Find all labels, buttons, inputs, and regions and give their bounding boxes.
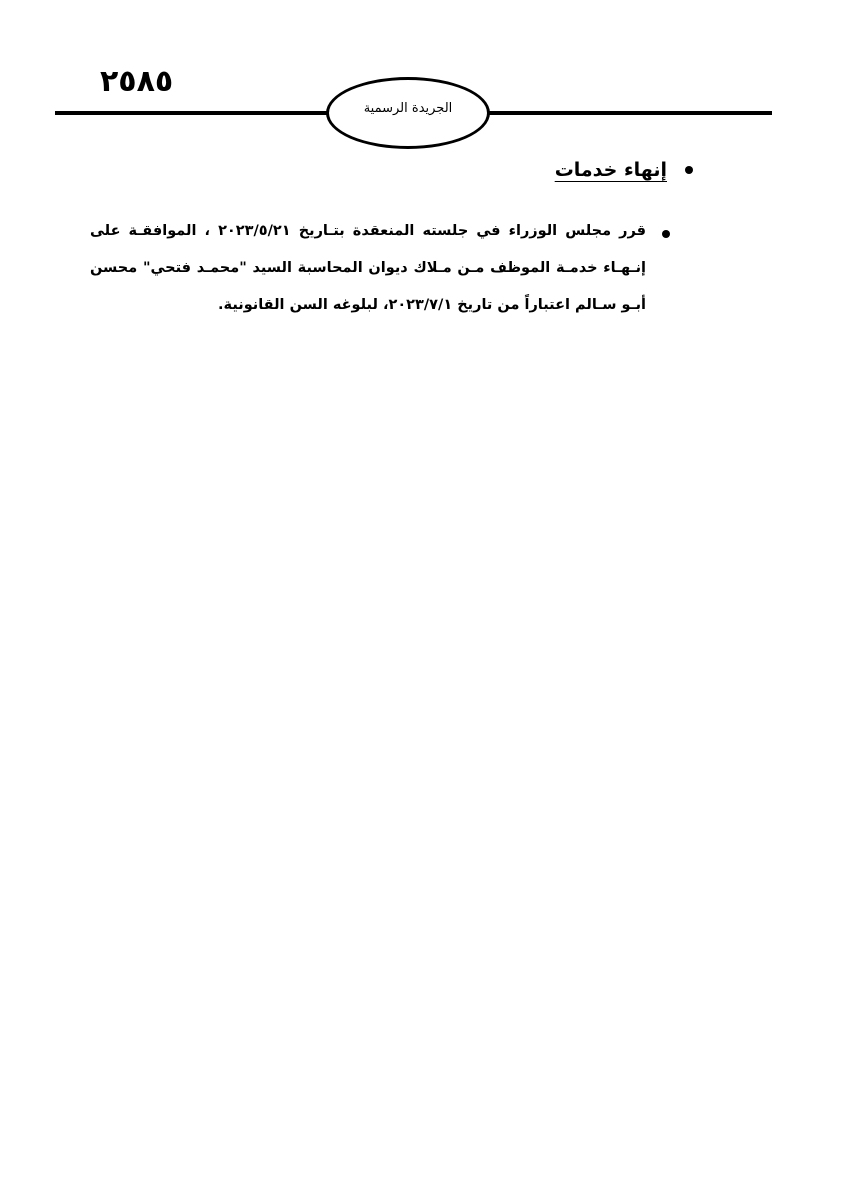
bullet-icon <box>685 166 693 174</box>
gazette-title-oval <box>326 77 490 149</box>
gazette-title: الجريدة الرسمية <box>363 100 453 116</box>
decision-text: قرر مجلس الوزراء في جلسته المنعقدة بتـاريخ ٢٠٢٣/٥/٢١ ، الموافقـة على إنـهـاء خدمـة الموظف مـن مـلاك ديوان المحاسبة السيد "محمـد فتحي" محسن أبـو سـالم اعتباراً من تاريخ ٢٠٢٣/٧/١، لبلوغه السن القانونية. <box>90 223 646 313</box>
section <box>95 150 695 190</box>
bullet-icon <box>662 230 670 238</box>
page-number: ٢٥٨٥ <box>100 64 174 99</box>
decision-item <box>90 213 670 324</box>
section-title: إنهاء خدمات <box>554 159 667 181</box>
section-heading <box>95 150 695 190</box>
